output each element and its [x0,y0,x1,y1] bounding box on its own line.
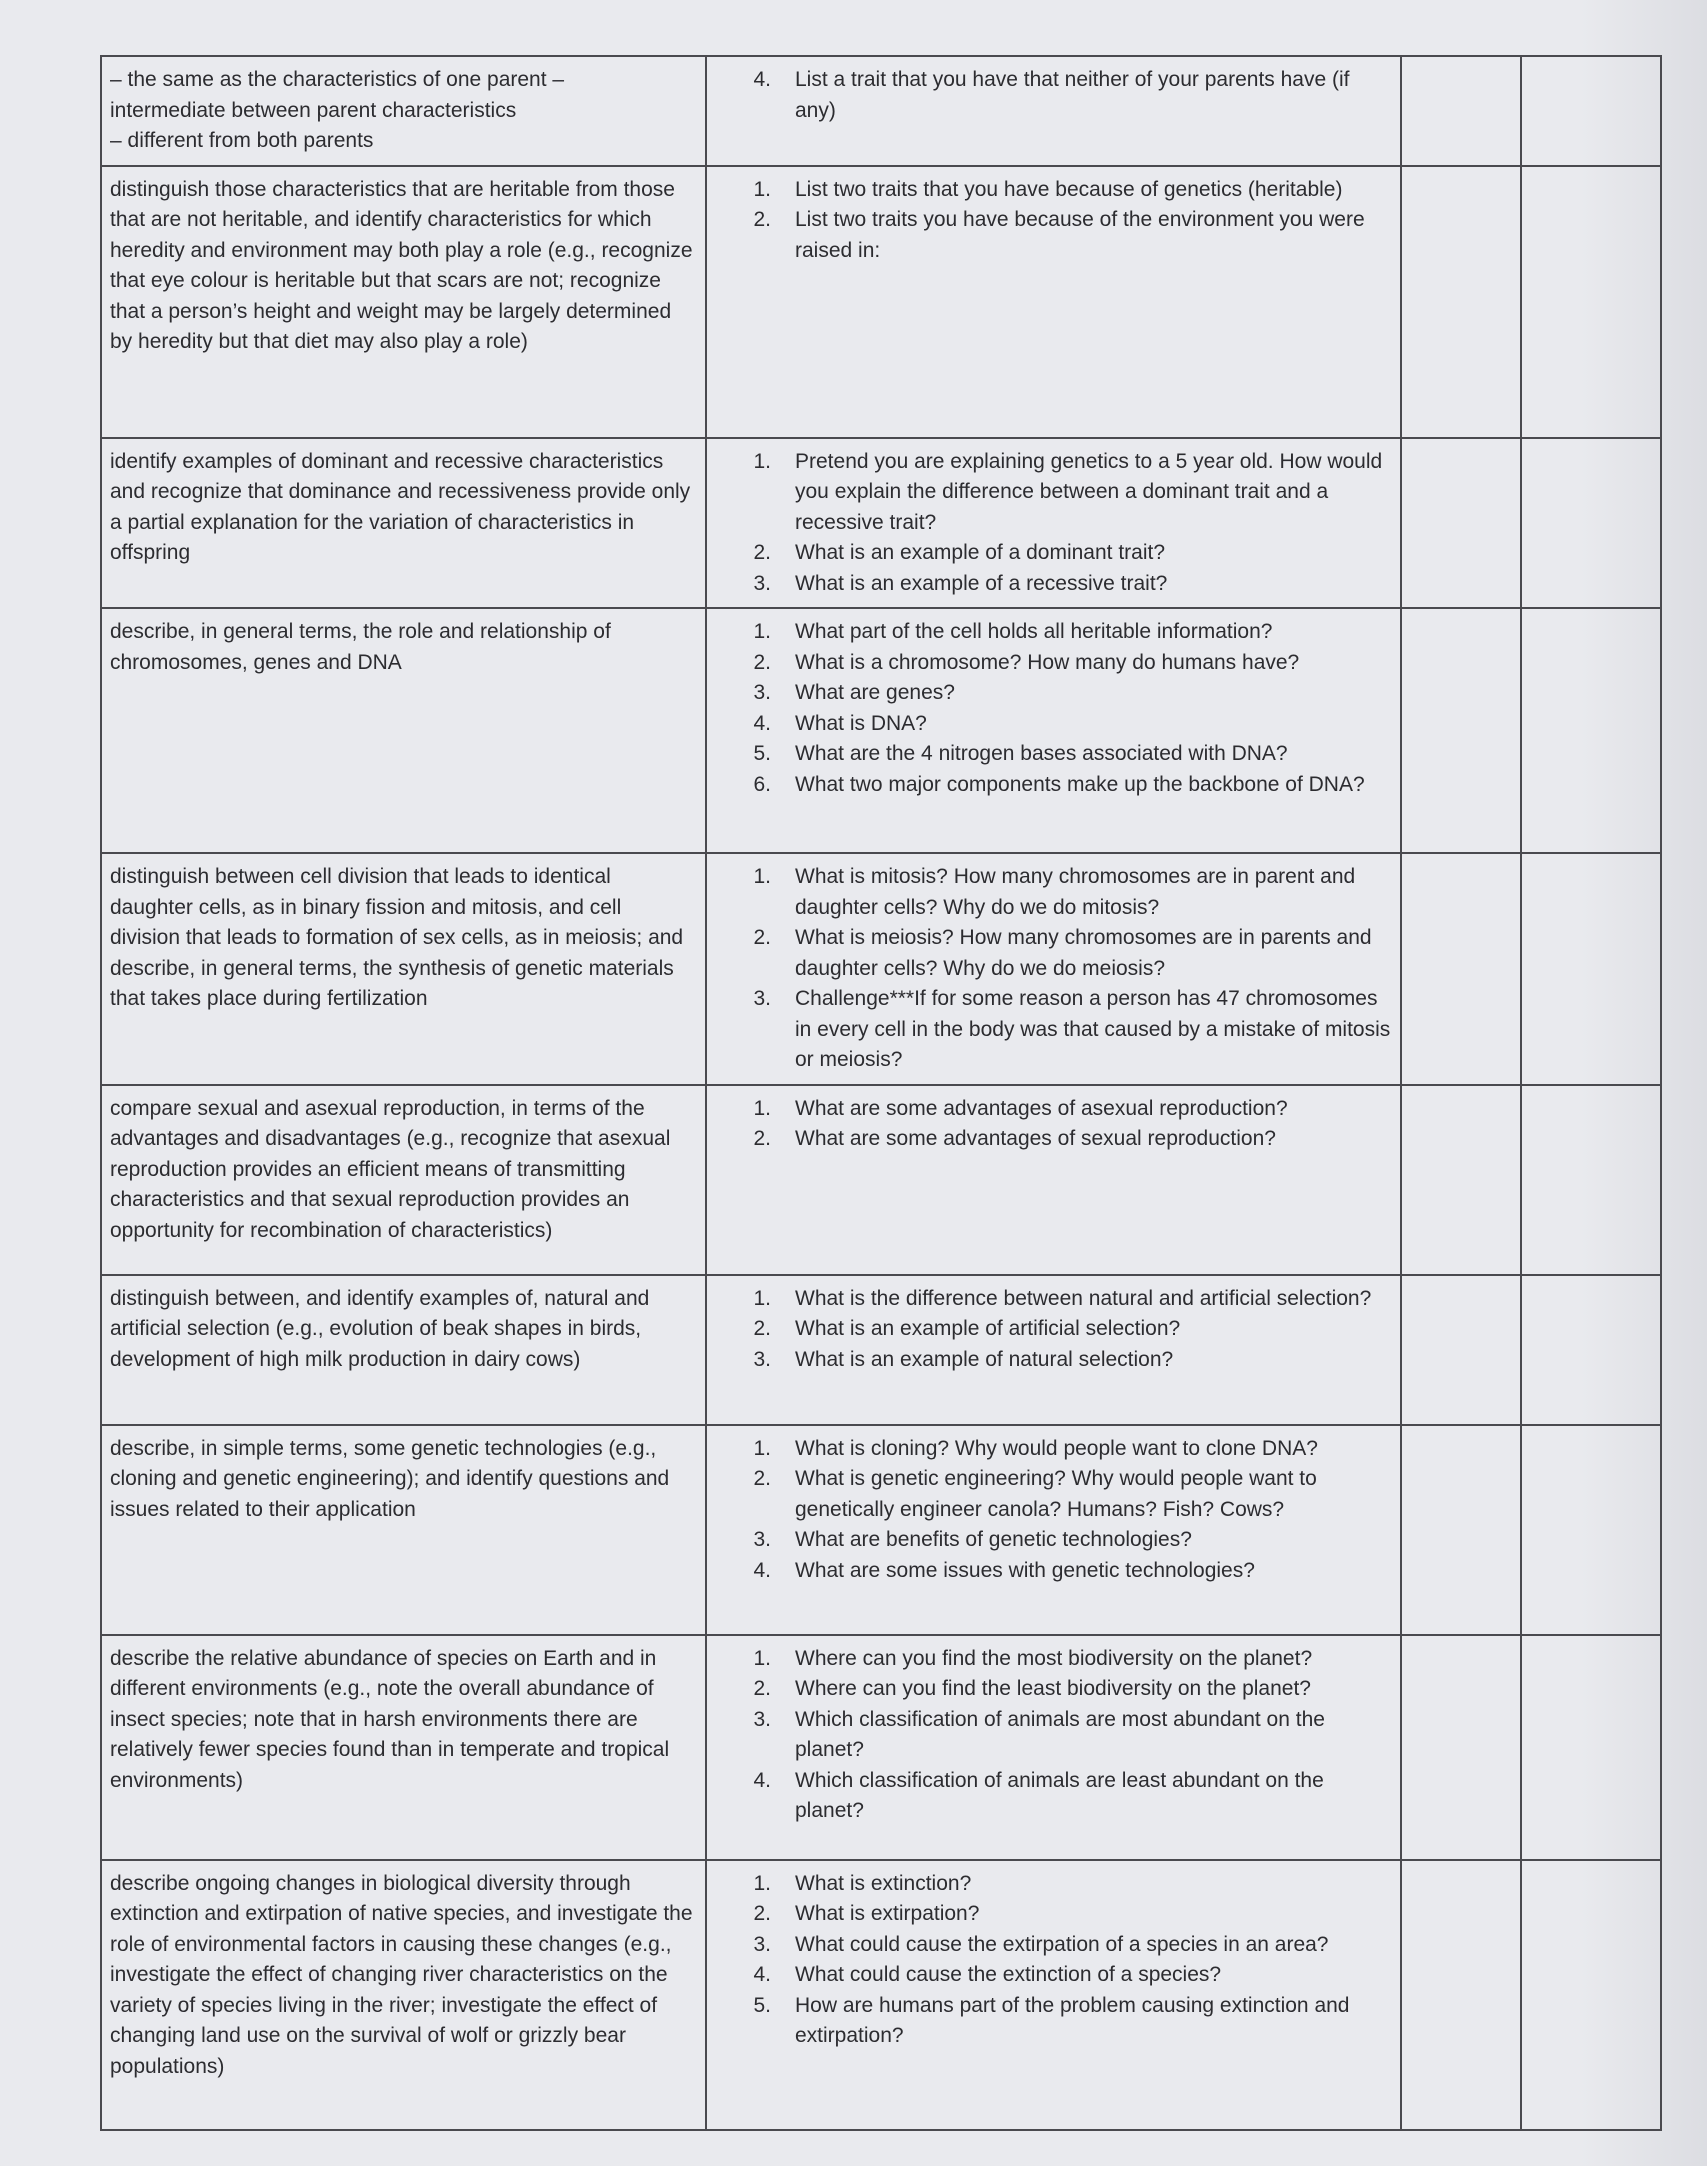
question-item [715,1434,1392,1465]
question-number: 3. [753,571,771,595]
question-text: List two traits that you have because of genetics (heritable) [795,177,1343,201]
question-number: 1. [753,177,771,201]
question-text: What is an example of natural selection? [795,1347,1174,1371]
answer-cell[interactable] [1401,438,1521,609]
question-number: 1. [753,1096,771,1120]
outcome-cell: describe, in general terms, the role and relationship of chromosomes, genes and DNA [101,608,706,853]
question-item [715,678,1392,709]
question-item [715,1284,1392,1315]
question-item [715,862,1392,923]
check-cell[interactable] [1521,1860,1661,2130]
question-number: 3. [753,1707,771,1731]
question-text: What is genetic engineering? Why would people want to genetically engineer canola? Humans? Fish? Cows? [795,1467,1317,1521]
question-number: 2. [753,926,771,949]
worksheet-row [101,1635,1661,1860]
answer-cell[interactable] [1401,166,1521,438]
question-text: What are benefits of genetic technologies? [795,1528,1192,1551]
check-cell[interactable] [1521,1085,1661,1275]
question-list [715,1284,1392,1376]
answer-cell[interactable] [1401,853,1521,1085]
question-item [715,709,1392,740]
question-item [715,1124,1392,1155]
question-text: What is DNA? [795,711,927,735]
outcome-cell: describe, in simple terms, some genetic technologies (e.g., cloning and genetic engineering); and identify questions and issues related to their application [101,1425,706,1635]
question-number: 5. [753,742,771,765]
question-text: What could cause the extinction of a species? [795,1963,1222,1986]
worksheet-row [101,166,1661,438]
question-text: What is the difference between natural and artificial selection? [795,1286,1372,1310]
question-item [715,1314,1392,1345]
question-list [715,1434,1392,1587]
worksheet-row [101,1085,1661,1275]
question-item [715,739,1392,770]
question-number: 1. [753,1286,771,1310]
question-text: What is extinction? [795,1871,972,1895]
question-number: 4. [753,1768,771,1792]
question-item [715,1525,1392,1556]
question-number: 1. [753,1871,771,1895]
question-list [715,1869,1392,2052]
outcome-cell: compare sexual and asexual reproduction, in terms of the advantages and disadvantages (e.g., recognize that asexual reproduction provides an efficient means of transmitting characteristics and that sexual reproduction provides an opportunity for recombination of characteristics) [101,1085,706,1275]
question-text: What is meiosis? How many chromosomes are in parents and daughter cells? Why do we do meiosis? [795,926,1372,980]
question-number: 6. [753,772,771,796]
question-item [715,1705,1392,1766]
question-text: What two major components make up the backbone of DNA? [795,772,1365,796]
worksheet-row [101,438,1661,609]
question-item [715,923,1392,984]
question-number: 2. [753,1467,771,1490]
question-item [715,1345,1392,1376]
question-text: What is a chromosome? How many do humans have? [795,650,1300,674]
check-cell[interactable] [1521,438,1661,609]
question-list [715,175,1392,267]
questions-cell [706,1085,1401,1275]
check-cell[interactable] [1521,166,1661,438]
question-text: List a trait that you have that neither of your parents have (if any) [795,68,1350,122]
question-text: What is an example of a recessive trait? [795,571,1168,595]
question-number: 3. [753,987,771,1010]
worksheet-row [101,1425,1661,1635]
worksheet-row [101,608,1661,853]
question-item [715,538,1392,569]
question-list [715,617,1392,800]
question-item [715,569,1392,600]
question-number: 2. [753,650,771,674]
question-number: 2. [753,1677,771,1700]
questions-cell [706,56,1401,166]
question-list [715,447,1392,600]
check-cell[interactable] [1521,1275,1661,1425]
question-text: What is mitosis? How many chromosomes are in parent and daughter cells? Why do we do mitosis? [795,865,1356,919]
question-text: Where can you find the most biodiversity on the planet? [795,1646,1313,1670]
question-item [715,1991,1392,2052]
question-number: 2. [753,208,771,231]
question-list [715,862,1392,1076]
question-list [715,1094,1392,1155]
questions-cell [706,608,1401,853]
question-text: What is extirpation? [795,1902,980,1925]
question-text: Which classification of animals are least abundant on the planet? [795,1768,1324,1822]
question-number: 5. [753,1993,771,2017]
question-item [715,1464,1392,1525]
worksheet-row [101,56,1661,166]
check-cell[interactable] [1521,853,1661,1085]
worksheet-table-body [101,56,1661,2130]
questions-cell [706,853,1401,1085]
question-number: 3. [753,1347,771,1371]
question-item [715,1899,1392,1930]
question-text: What are the 4 nitrogen bases associated with DNA? [795,742,1288,765]
question-text: Which classification of animals are most abundant on the planet? [795,1707,1325,1761]
worksheet-row [101,1860,1661,2130]
question-item [715,770,1392,801]
question-item [715,1644,1392,1675]
question-item [715,984,1392,1076]
question-list [715,1644,1392,1827]
worksheet-row [101,853,1661,1085]
outcome-cell: describe the relative abundance of species on Earth and in different environments (e.g., note the overall abundance of insect species; note that in harsh environments there are relatively fewer species found than in temperate and tropical environments) [101,1635,706,1860]
question-number: 1. [753,1646,771,1670]
question-item [715,175,1392,206]
question-item [715,447,1392,539]
outcome-cell: distinguish between cell division that leads to identical daughter cells, as in binary fission and mitosis, and cell division that leads to formation of sex cells, as in meiosis; and describe, in general terms, the synthesis of genetic materials that takes place during fertilization [101,853,706,1085]
question-number: 3. [753,1932,771,1956]
question-item [715,617,1392,648]
question-item [715,1869,1392,1900]
question-item [715,1930,1392,1961]
question-number: 3. [753,681,771,704]
question-text: What could cause the extirpation of a species in an area? [795,1932,1329,1956]
questions-cell [706,166,1401,438]
question-number: 2. [753,541,771,564]
outcome-cell: identify examples of dominant and recessive characteristics and recognize that dominance and recessiveness provide only a partial explanation for the variation of characteristics in offspring [101,438,706,609]
question-item [715,1766,1392,1827]
questions-cell [706,438,1401,609]
questions-cell [706,1635,1401,1860]
question-text: List two traits you have because of the environment you were raised in: [795,208,1365,262]
question-number: 1. [753,865,771,888]
outcome-cell: describe ongoing changes in biological diversity through extinction and extirpation of native species, and investigate the role of environmental factors in causing these changes (e.g., investigate the effect of changing river characteristics on the variety of species living in the river; investigate the effect of changing land use on the survival of wolf or grizzly bear populations) [101,1860,706,2130]
questions-cell [706,1275,1401,1425]
question-number: 4. [753,711,771,735]
question-text: Where can you find the least biodiversity on the planet? [795,1677,1311,1700]
questions-cell [706,1425,1401,1635]
answer-cell[interactable] [1401,1635,1521,1860]
question-number: 1. [753,449,771,473]
question-number: 3. [753,1528,771,1551]
question-text: What are some advantages of sexual reproduction? [795,1127,1276,1150]
question-text: How are humans part of the problem causing extinction and extirpation? [795,1993,1350,2047]
question-item [715,1094,1392,1125]
question-number: 4. [753,1558,771,1582]
question-item [715,648,1392,679]
question-number: 2. [753,1902,771,1925]
question-list [715,65,1392,126]
question-text: What are genes? [795,681,955,704]
check-cell[interactable] [1521,1635,1661,1860]
check-cell[interactable] [1521,608,1661,853]
answer-cell[interactable] [1401,1860,1521,2130]
question-number: 2. [753,1127,771,1150]
questions-cell [706,1860,1401,2130]
answer-cell[interactable] [1401,1085,1521,1275]
outcome-cell: distinguish between, and identify examples of, natural and artificial selection (e.g., evolution of beak shapes in birds, development of high milk production in dairy cows) [101,1275,706,1425]
question-number: 1. [753,620,771,643]
question-text: Challenge***If for some reason a person has 47 chromosomes in every cell in the body was that caused by a mistake of mitosis or meiosis? [795,987,1391,1071]
question-text: What is cloning? Why would people want to clone DNA? [795,1436,1318,1460]
outcome-cell: distinguish those characteristics that are heritable from those that are not heritable, and identify characteristics for which heredity and environment may both play a role (e.g., recognize that eye colour is heritable but that scars are not; recognize that a person’s height and weight may be largely determined by heredity but that diet may also play a role) [101,166,706,438]
question-text: What part of the cell holds all heritable information? [795,620,1273,643]
check-cell[interactable] [1521,56,1661,166]
worksheet-table [100,55,1662,2131]
question-number: 4. [753,68,771,91]
question-text: Pretend you are explaining genetics to a 5 year old. How would you explain the difference between a dominant trait and a recessive trait? [795,449,1383,534]
worksheet-row [101,1275,1661,1425]
question-text: What is an example of artificial selection? [795,1317,1181,1340]
outcome-cell: – the same as the characteristics of one parent – intermediate between parent characteristics – different from both parents [101,56,706,166]
question-item [715,1960,1392,1991]
question-item [715,1674,1392,1705]
question-number: 1. [753,1436,771,1460]
answer-cell[interactable] [1401,608,1521,853]
question-text: What are some issues with genetic technologies? [795,1558,1255,1582]
question-number: 4. [753,1963,771,1986]
question-number: 2. [753,1317,771,1340]
question-item [715,65,1392,126]
question-text: What are some advantages of asexual reproduction? [795,1096,1288,1120]
answer-cell[interactable] [1401,1275,1521,1425]
answer-cell[interactable] [1401,56,1521,166]
check-cell[interactable] [1521,1425,1661,1635]
question-text: What is an example of a dominant trait? [795,541,1166,564]
question-item [715,1556,1392,1587]
answer-cell[interactable] [1401,1425,1521,1635]
question-item [715,205,1392,266]
